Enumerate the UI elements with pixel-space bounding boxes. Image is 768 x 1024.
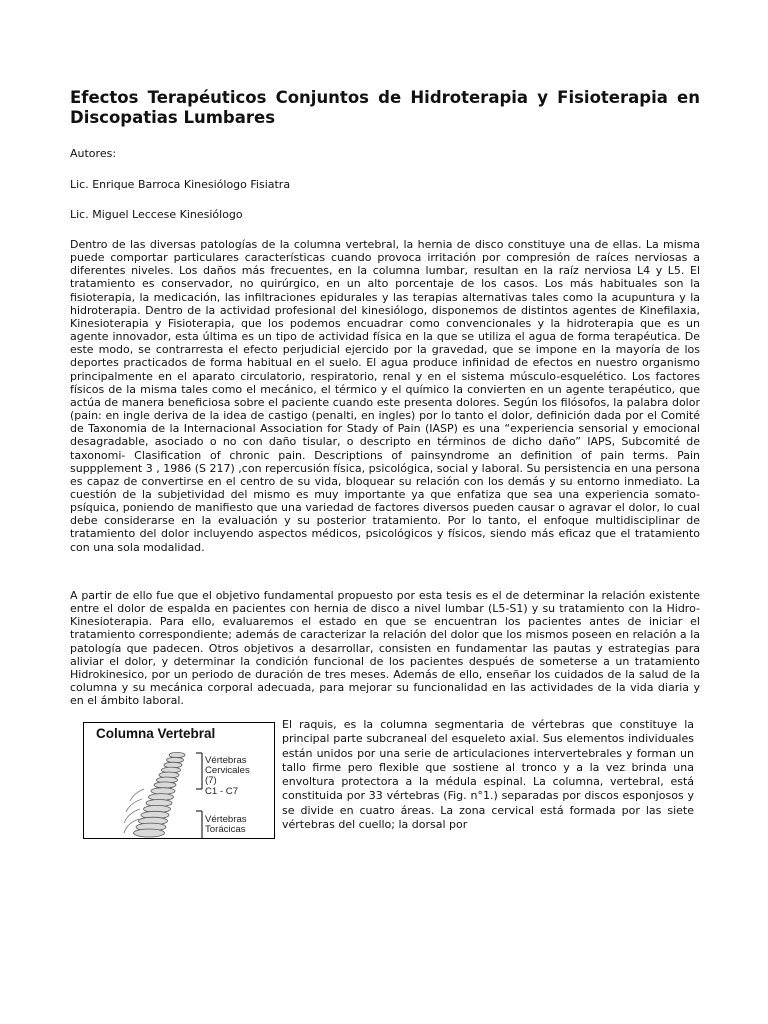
spine-figure — [83, 722, 275, 839]
figure-label: (7) — [205, 775, 217, 786]
figure-title: Columna Vertebral — [96, 726, 216, 741]
author-line: Lic. Miguel Leccese Kinesiólogo — [70, 208, 243, 221]
figure-label: Vértebras — [205, 755, 247, 766]
document-title: Efectos Terapéuticos Conjuntos de Hidroterapia y Fisioterapia en Discopatias Lumbares — [70, 88, 700, 127]
body-paragraph: A partir de ello fue que el objetivo fundamental propuesto por esta tesis es el de determinar la relación existente entre el dolor de espalda en pacientes con hernia de disco a nivel lumbar (L5-S1) y su tratamiento con la Hidro-Kinesioterapia. Para ello, evaluaremos el estado en que se encuentran los pacientes antes de iniciar el tratamiento correspondiente; además de caracterizar la relación del dolor que los mismos poseen en relación a la patología que padecen. Otros objetivos a desarrollar, consisten en fundamentar las pautas y estrategias para aliviar el dolor, y determinar la condición funcional de los pacientes después de someterse a un tratamiento Hidrokinesico, por un periodo de duración de tres meses. Además de ello, enseñar los cuidados de la salud de la columna y su mecánica corporal adecuada, para mejorar su funcionalidad en las actividades de la vida diaria y en el ámbito laboral. — [70, 589, 700, 708]
figure-label: C1 - C7 — [205, 786, 239, 797]
body-paragraph: El raquis, es la columna segmentaria de vértebras que constituye la principal parte subcraneal del esqueleto axial. Sus elementos individuales están unidos por una serie de articulaciones intervertebrales y forman un tallo firme pero flexible que sostiene al tronco y a la vez brinda una envoltura protectora a la médula espinal. La columna, vertebral, está constituida por 33 vértebras (Fig. n°1.) separadas por discos esponjosos y se divide en cuatro áreas. La zona cervical está formada por las siete vértebras del cuello; la dorsal por — [282, 718, 694, 832]
figure-label: Torácicas — [205, 824, 246, 835]
figure-label: Vértebras — [205, 814, 247, 825]
author-line: Lic. Enrique Barroca Kinesiólogo Fisiatra — [70, 178, 291, 191]
authors-heading: Autores: — [70, 147, 117, 160]
body-paragraph: Dentro de las diversas patologías de la columna vertebral, la hernia de disco constituye una de ellas. La misma puede comportar particulares características cuando provoca irritación por compresión de raíces nerviosas a diferentes niveles. Los daños más frecuentes, en la columna lumbar, resultan en la raíz nerviosa L4 y L5. El tratamiento es conservador, no quirúrgico, en un alto porcentaje de los casos. Los más habituales son la fisioterapia, la medicación, las infiltraciones epidurales y las terapias alternativas tales como la acupuntura y la hidroterapia. Dentro de la actividad profesional del kinesiólogo, disponemos de distintos agentes de Kinefilaxia, Kinesioterapia y Fisioterapia, que los podemos encuadrar como convencionales y la hidroterapia que es un agente innovador, esta última es un tipo de actividad física en la que se utiliza el agua de forma terapéutica. De este modo, se contrarresta el efecto perjudicial ejercido por la gravedad, que se impone en la mayoría de los deportes practicados de forma habitual en el suelo. El agua produce infinidad de efectos en nuestro organismo principalmente en el aparato circulatorio, respiratorio, renal y en el sistema músculo-esquelético. Los factores físicos de la misma tales como el mecánico, el térmico y el químico la convierten en un agente terapéutico, que actúa de manera beneficiosa sobre el paciente cuando este presenta dolores. Según los filósofos, la palabra dolor (pain: en ingle deriva de la idea de castigo (penalti, en ingles) por lo tanto el dolor, definición dada por el Comité de Taxonomia de la Internacional Association for Stady of Pain (IASP) es una “experiencia sensorial y emocional desagradable, asociado o no con daño tisular, o descripto en términos de dicho daño” IAPS, Subcomité de taxonomi- Clasification of chronic pain. Descriptions of painsyndrome an definition of pain terms. Pain suppplement 3 , 1986 (S 217) ,con repercusión física, psicológica, social y laboral. Su persistencia en una persona es capaz de convertirse en el centro de su vida, bloquear su relación con los demás y su entorno inmediato. La cuestión de la subjetividad del mismo es muy importante ya que enfatiza que sea una experiencia somato-psíquica, poniendo de manifiesto que una variedad de factores diversos pueden causar o agravar el dolor, lo cual debe considerarse en la evaluación y su posterior tratamiento. Por lo tanto, el enfoque multidisciplinar de tratamiento del dolor incluyendo aspectos médicos, psicológicos y físicos, siendo más eficaz que el tratamiento con una sola modalidad. — [70, 238, 700, 554]
figure-label: Cervicales — [205, 765, 250, 776]
